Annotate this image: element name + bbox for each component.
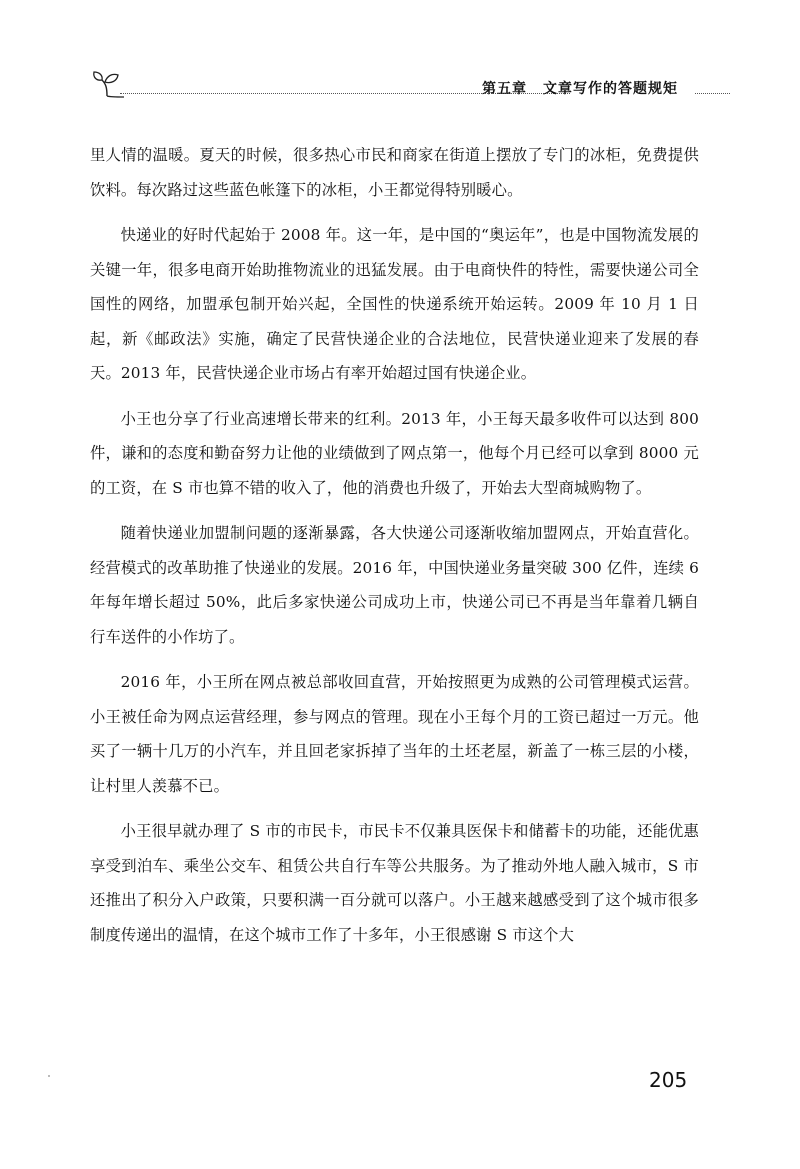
chapter-label: 第五章 [482,81,527,97]
paragraph: 小王很早就办理了 S 市的市民卡，市民卡不仅兼具医保卡和储蓄卡的功能，还能优惠享受到泊车、乘坐公交车、租赁公共自行车等公共服务。为了推动外地人融入城市，S 市还推出了积分入户政策，只要积满一百分就可以落户。小王越来越感受到了这个城市很多制度传递出的温情，在这个城市工作了十多年，小王很感谢 S 市这个大 [90,822,699,944]
paragraph: 随着快递业加盟制问题的逐渐暴露，各大快递公司逐渐收缩加盟网点，开始直营化。经营模式的改革助推了快递业的发展。2016 年，中国快递业务量突破 300 亿件，连续 6 年每年增长超过 50%，此后多家快递公司成功上市，快递公司已不再是当年靠着几辆自行车送件的小作坊了。 [90,524,699,646]
paragraph: 小王也分享了行业高速增长带来的红利。2013 年，小王每天最多收件可以达到 800 件，谦和的态度和勤奋努力让他的业绩做到了网点第一，他每个月已经可以拿到 8000 元的工资，在 S 市也算不错的收入了，他的消费也升级了，开始去大型商城购物了。 [90,409,699,497]
running-header [90,62,730,102]
page-number: 205 [649,1068,688,1092]
chapter-title: 文章写作的答题规矩 [543,81,678,97]
paragraph: 2016 年，小王所在网点被总部收回直营，开始按照更为成熟的公司管理模式运营。小王被任命为网点运营经理，参与网点的管理。现在小王每个月的工资已超过一万元。他买了一辆十几万的小汽车，并且回老家拆掉了当年的土坯老屋，新盖了一栋三层的小楼，让村里人羡慕不已。 [90,673,699,795]
header-rule-right [695,93,730,94]
paragraph: 快递业的好时代起始于 2008 年。这一年，是中国的“奥运年”，也是中国物流发展的关键一年，很多电商开始助推物流业的迅猛发展。由于电商快件的特性，需要快递公司全国性的网络，加盟承包制开始兴起，全国性的快递系统开始运转。2009 年 10 月 1 日起，新《邮政法》实施，确定了民营快递企业的合法地位，民营快递业迎来了发展的春天。2013 年，民营快递企业市场占有率开始超过国有快递企业。 [90,226,699,382]
paragraph: 里人情的温暖。夏天的时候，很多热心市民和商家在街道上摆放了专门的冰柜，免费提供饮料。每次路过这些蓝色帐篷下的冰柜，小王都觉得特别暖心。 [90,146,699,199]
header-title [482,78,678,98]
sprout-icon [90,68,124,98]
scan-speck [48,1075,50,1077]
body-text [90,138,699,963]
